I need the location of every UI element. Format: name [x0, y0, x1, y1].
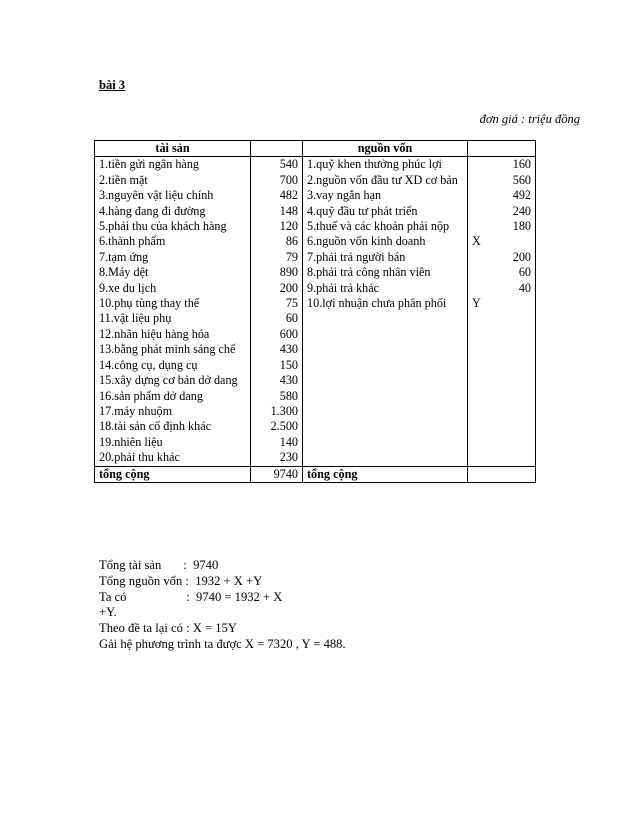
asset-value: 540: [251, 157, 303, 173]
source-name: 8.phải trả công nhân viên: [303, 265, 468, 280]
source-value: [468, 358, 536, 373]
table-row: [95, 358, 536, 373]
source-name: 5.thuế và các khoản phải nộp: [303, 219, 468, 234]
table-row: [95, 419, 536, 434]
source-name: 4.quỹ đầu tư phát triển: [303, 204, 468, 219]
source-value: 560: [468, 173, 536, 188]
source-name: [303, 327, 468, 342]
asset-name: 19.nhiên liệu: [95, 435, 251, 450]
asset-value: 600: [251, 327, 303, 342]
asset-value: 430: [251, 342, 303, 357]
asset-value: 700: [251, 173, 303, 188]
table-row: [95, 296, 536, 311]
source-value: 160: [468, 157, 536, 173]
asset-value: 482: [251, 188, 303, 203]
asset-name: 12.nhãn hiệu hàng hóa: [95, 327, 251, 342]
total-asset-value: 9740: [251, 466, 303, 482]
note-line: Tổng tài sản : 9740: [99, 558, 219, 572]
source-value: 60: [468, 265, 536, 280]
table-row: [95, 234, 536, 249]
solution-notes: [99, 558, 399, 653]
asset-value: 890: [251, 265, 303, 280]
source-name: 3.vay ngắn hạn: [303, 188, 468, 203]
total-source-value: [468, 466, 536, 482]
source-name: [303, 373, 468, 388]
asset-value: 2.500: [251, 419, 303, 434]
source-value: 180: [468, 219, 536, 234]
source-value: [468, 342, 536, 357]
table-row: [95, 311, 536, 326]
asset-name: 10.phụ tùng thay thế: [95, 296, 251, 311]
asset-name: 18.tài sản cố định khác: [95, 419, 251, 434]
asset-name: 7.tạm ứng: [95, 250, 251, 265]
source-value: [468, 435, 536, 450]
table-row: [95, 327, 536, 342]
table-row: [95, 250, 536, 265]
source-value: 240: [468, 204, 536, 219]
asset-value: 150: [251, 358, 303, 373]
asset-name: 6.thành phẩm: [95, 234, 251, 249]
header-source-value: [468, 141, 536, 157]
header-asset-value: [251, 141, 303, 157]
source-name: [303, 311, 468, 326]
header-sources: nguồn vốn: [303, 141, 468, 157]
asset-name: 3.nguyên vật liệu chính: [95, 188, 251, 203]
source-name: 10.lợi nhuận chưa phân phối: [303, 296, 468, 311]
source-name: [303, 389, 468, 404]
asset-value: 120: [251, 219, 303, 234]
source-name: 1.quỹ khen thưởng phúc lợi: [303, 157, 468, 173]
table-row: [95, 265, 536, 280]
source-value: 40: [468, 281, 536, 296]
note-line: +Y.: [99, 605, 117, 620]
asset-name: 15.xây dựng cơ bản dở dang: [95, 373, 251, 388]
asset-name: 20.phải thu khác: [95, 450, 251, 466]
asset-name: 2.tiền mặt: [95, 173, 251, 188]
source-name: [303, 358, 468, 373]
source-value: [468, 327, 536, 342]
source-name: 6.nguồn vốn kinh doanh: [303, 234, 468, 249]
source-value: X: [468, 234, 536, 249]
asset-value: 79: [251, 250, 303, 265]
source-name: [303, 342, 468, 357]
asset-value: 430: [251, 373, 303, 388]
note-line: Ta có : 9740 = 1932 + X: [99, 589, 283, 604]
note-line: Gải hệ phương trình ta được X = 7320 , Y = 488.: [99, 636, 346, 651]
note-line: Tổng nguồn vốn : 1932 + X +Y: [99, 573, 263, 588]
table-row: [95, 373, 536, 388]
unit-note: đơn giá : triệu đồng: [479, 112, 580, 126]
source-value: Y: [468, 296, 536, 311]
source-name: [303, 419, 468, 434]
header-assets: tài sản: [95, 141, 251, 157]
source-value: 492: [468, 188, 536, 203]
total-asset-label: tổng cộng: [95, 466, 251, 482]
asset-name: 14.công cụ, dụng cụ: [95, 358, 251, 373]
table-row: [95, 342, 536, 357]
source-value: 200: [468, 250, 536, 265]
asset-name: 11.vật liệu phụ: [95, 311, 251, 326]
exercise-title: bài 3: [99, 78, 126, 92]
balance-table: [94, 140, 536, 483]
table-row: [95, 281, 536, 296]
asset-value: 148: [251, 204, 303, 219]
asset-name: 4.hàng đang đi đường: [95, 204, 251, 219]
table-row: [95, 450, 536, 466]
table-row: [95, 204, 536, 219]
source-name: [303, 450, 468, 466]
asset-name: 5.phải thu của khách hàng: [95, 219, 251, 234]
asset-value: 1.300: [251, 404, 303, 419]
asset-value: 75: [251, 296, 303, 311]
source-value: [468, 419, 536, 434]
source-name: [303, 404, 468, 419]
source-value: [468, 311, 536, 326]
table-row: [95, 219, 536, 234]
note-line: Theo đề ta lại có : X = 15Y: [99, 621, 237, 636]
table-body: [95, 157, 536, 466]
asset-value: 140: [251, 435, 303, 450]
table-header-row: [95, 141, 536, 157]
table-row: [95, 389, 536, 404]
asset-name: 8.Máy dệt: [95, 265, 251, 280]
asset-name: 9.xe du lịch: [95, 281, 251, 296]
asset-name: 1.tiền gửi ngân hàng: [95, 157, 251, 173]
table-row: [95, 404, 536, 419]
table-row: [95, 157, 536, 173]
source-value: [468, 404, 536, 419]
source-value: [468, 450, 536, 466]
asset-name: 13.bằng phát minh sáng chế: [95, 342, 251, 357]
table-row: [95, 188, 536, 203]
asset-value: 580: [251, 389, 303, 404]
asset-name: 16.sản phẩm dở dang: [95, 389, 251, 404]
asset-value: 60: [251, 311, 303, 326]
table-row: [95, 173, 536, 188]
table-row: [95, 435, 536, 450]
source-name: 9.phải trả khác: [303, 281, 468, 296]
source-name: 2.nguồn vốn đầu tư XD cơ bản: [303, 173, 468, 188]
source-value: [468, 389, 536, 404]
source-name: 7.phải trả người bán: [303, 250, 468, 265]
source-name: [303, 435, 468, 450]
asset-name: 17.máy nhuộm: [95, 404, 251, 419]
asset-value: 230: [251, 450, 303, 466]
total-source-label: tổng cộng: [303, 466, 468, 482]
total-row: [95, 466, 536, 482]
asset-value: 86: [251, 234, 303, 249]
source-value: [468, 373, 536, 388]
asset-value: 200: [251, 281, 303, 296]
